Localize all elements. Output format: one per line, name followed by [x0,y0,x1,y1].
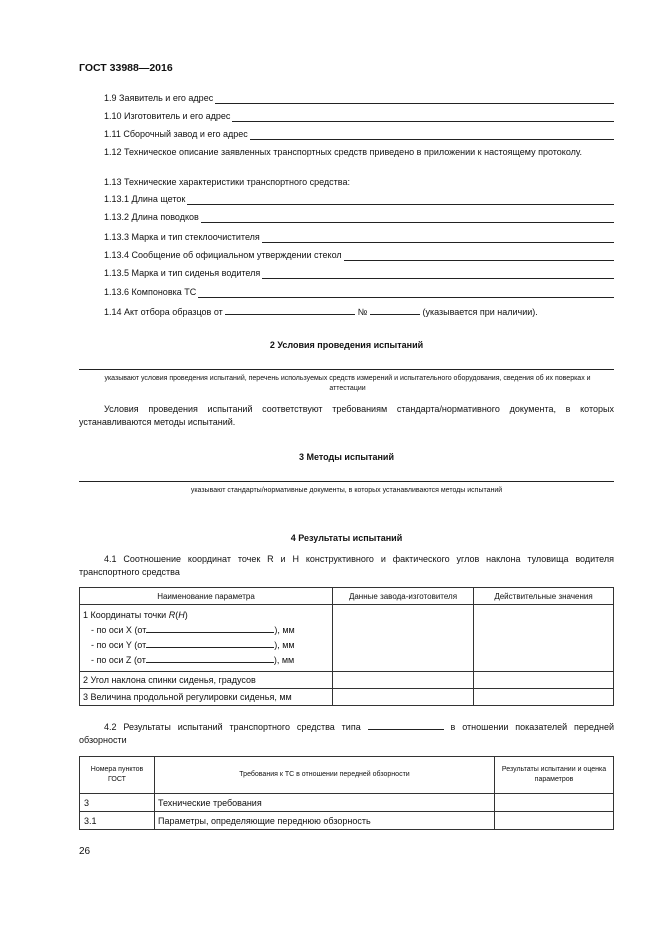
number-sign: № [357,307,368,317]
section-4-title: 4 Результаты испытаний [290,533,403,543]
axis-z-label: - по оси Z [91,655,132,665]
table-row [80,812,614,830]
axis-y-label: - по оси Y [91,640,132,650]
coordinates-table-header [80,588,614,605]
item-1-12 [79,146,614,159]
section-2-fill-line[interactable] [79,369,614,370]
row-2-actual-cell[interactable] [474,672,614,689]
result-cell[interactable] [495,812,614,830]
axis-z-unit: ), мм [273,655,295,665]
row-2-label: 2 Угол наклона спинки сиденья, градусов [80,672,333,689]
item-1-14-label: 1.14 Акт отбора образцов от [104,307,223,317]
section-4-2-part-a: 4.2 Результаты испытаний транспортного средства типа [104,722,361,732]
item-1-14-note: (указывается при наличии). [422,307,538,317]
item-1-11-label: 1.11 Сборочный завод и его адрес [104,129,248,139]
row-1-title: 1 Координаты точки R(H) [83,610,188,620]
axis-x-unit: ), мм [274,625,295,635]
axis-z-value-field[interactable] [146,653,274,663]
section-3-title: 3 Методы испытаний [298,452,395,462]
column-header-manufacturer-data: Данные завода-изготовителя [333,588,474,605]
item-1-10-label: 1.10 Изготовитель и его адрес [104,111,231,121]
item-1-10 [104,110,614,122]
actual-values-cell[interactable] [474,605,614,672]
row-3-actual-cell[interactable] [474,689,614,706]
coordinates-table [79,587,614,706]
item-1-14 [104,305,538,318]
item-1-13-1-fill-line[interactable] [187,194,614,205]
item-1-11 [104,128,614,140]
item-1-13-3 [104,231,614,243]
row-2-manufacturer-cell[interactable] [333,672,474,689]
item-1-13-2-label: 1.13.2 Длина поводков [104,212,199,222]
section-2-text [79,403,614,429]
axis-y-line [83,638,329,653]
axis-x-from: (от [134,625,147,635]
section-4-1-content: 4.1 Соотношение координат точек R и H конструктивного и фактического углов наклона туловища водителя транспортного средства [79,554,614,577]
item-1-11-fill-line[interactable] [250,129,614,140]
item-1-13-4 [104,249,614,261]
section-2-hint: указывают условия проведения испытаний, перечень используемых средств измерений и испытательного оборудования, сведения об их поверках и аттестации [104,375,591,392]
item-1-13-5 [104,267,614,279]
axis-y-value-field[interactable] [146,638,274,648]
section-4-1-text [79,553,614,579]
gost-item-number: 3 [80,794,155,812]
axis-y-unit: ), мм [274,640,295,650]
axis-z-from: (от [133,655,146,665]
section-2-title: 2 Условия проведения испытаний [269,340,424,350]
axis-x-line [83,623,329,638]
table-row [80,605,614,672]
section-3-fill-line[interactable] [79,481,614,482]
item-1-10-fill-line[interactable] [232,111,614,122]
item-1-13-6-label: 1.13.6 Компоновка ТС [104,287,197,297]
requirement-text: Технические требования [155,794,495,812]
column-header-parameter: Наименование параметра [80,588,333,605]
result-cell[interactable] [495,794,614,812]
section-4-2-part-b: в отношении показателей передней обзорности [79,722,614,745]
gost-item-number: 3.1 [80,812,155,830]
column-header-results: Результаты испытании и оценка параметров [495,757,614,794]
item-1-9 [104,92,614,104]
item-1-13-4-label: 1.13.4 Сообщение об официальном утверждении стекол [104,250,342,260]
sample-act-date-field[interactable] [225,305,355,315]
item-1-13-6 [104,286,614,298]
visibility-table [79,756,614,830]
page-number: 26 [79,846,91,857]
row-3-manufacturer-cell[interactable] [333,689,474,706]
item-1-13: 1.13 Технические характеристики транспортного средства: [104,177,350,187]
axis-z-line [83,653,329,668]
item-1-13-1 [104,193,614,205]
visibility-table-header [80,757,614,794]
coordinates-cell [80,605,333,672]
item-1-13-6-fill-line[interactable] [198,287,614,298]
axis-x-value-field[interactable] [146,623,274,633]
item-1-13-2 [104,211,614,223]
axis-x-label: - по оси X [91,625,132,635]
requirement-text: Параметры, определяющие переднюю обзорность [155,812,495,830]
section-4-2-text [79,720,614,747]
table-row [80,689,614,706]
item-1-12-text: 1.12 Техническое описание заявленных транспортных средств приведено в приложении к настоящему протоколу. [104,147,582,157]
item-1-13-5-fill-line[interactable] [262,268,614,279]
vehicle-type-field[interactable] [368,720,444,730]
row-3-label: 3 Величина продольной регулировки сиденья, мм [80,689,333,706]
item-1-13-3-fill-line[interactable] [262,232,614,243]
item-1-13-2-fill-line[interactable] [201,212,614,223]
item-1-13-4-fill-line[interactable] [344,250,614,261]
item-1-9-fill-line[interactable] [215,93,614,104]
table-row [80,794,614,812]
axis-y-from: (от [134,640,147,650]
column-header-requirements: Требования к ТС в отношении передней обзорности [155,757,495,794]
item-1-13-5-label: 1.13.5 Марка и тип сиденья водителя [104,268,261,278]
manufacturer-data-cell[interactable] [333,605,474,672]
item-1-13-3-label: 1.13.3 Марка и тип стеклоочистителя [104,232,260,242]
column-header-actual-values: Действительные значения [474,588,614,605]
item-1-13-1-label: 1.13.1 Длина щеток [104,194,186,204]
section-3-hint: указывают стандарты/нормативные документы, в которых устанавливаются методы испытаний [190,487,503,494]
document-header: ГОСТ 33988—2016 [79,62,173,74]
section-2-text-content: Условия проведения испытаний соответствуют требованиям стандарта/нормативного документа, в которых устанавливаются методы испытаний. [79,404,614,427]
item-1-9-label: 1.9 Заявитель и его адрес [104,93,214,103]
sample-act-number-field[interactable] [370,305,420,315]
column-header-gost-items: Номера пунктов ГОСТ [80,757,155,794]
table-row [80,672,614,689]
